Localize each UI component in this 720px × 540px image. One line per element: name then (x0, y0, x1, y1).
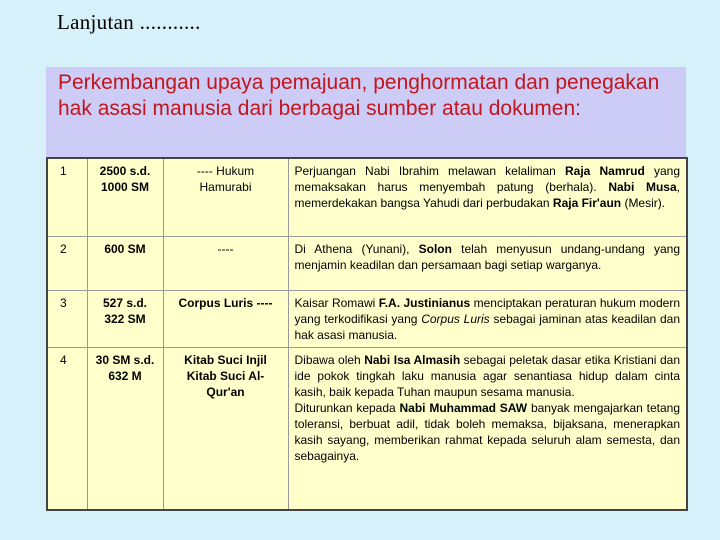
row-period: 600 SM (87, 236, 163, 290)
slide-title: Perkembangan upaya pemajuan, penghormatan dan penegakan hak asasi manusia dari berbagai sumber atau dokumen: (58, 71, 660, 120)
table-row (47, 236, 687, 290)
hak-asasi-table (46, 157, 688, 511)
row-number: 2 (47, 236, 87, 290)
description-text: (Mesir). (621, 196, 666, 210)
description-text: Diturunkan kepada (294, 400, 400, 415)
table-row (47, 290, 687, 347)
emphasis-text: Raja Fir'aun (552, 196, 622, 210)
emphasis-text: F.A. Justinianus (378, 295, 471, 310)
row-period: 527 s.d. 322 SM (87, 290, 163, 347)
table-row (47, 347, 687, 510)
row-period: 30 SM s.d. 632 M (87, 347, 163, 510)
emphasis-text: Nabi Musa (608, 180, 677, 194)
row-source: ---- (163, 236, 288, 290)
description-text: Dibawa oleh (294, 352, 365, 367)
row-period: 2500 s.d. 1000 SM (87, 158, 163, 236)
row-description (288, 290, 687, 347)
row-description (288, 347, 687, 510)
row-description (288, 236, 687, 290)
description-text: Corpus Luris (421, 311, 490, 326)
row-description (288, 158, 687, 236)
row-number: 1 (47, 158, 87, 236)
row-source: Corpus Luris ---- (163, 290, 288, 347)
emphasis-text: Solon (418, 241, 452, 256)
table-row (47, 158, 687, 236)
emphasis-text: Raja Namrud (565, 164, 645, 178)
description-text: Kaisar Romawi (294, 295, 379, 310)
row-source: Kitab Suci Injil Kitab Suci Al-Qur'an (163, 347, 288, 510)
row-source: ---- Hukum Hamurabi (163, 158, 288, 236)
description-text: menciptakan peraturan hukum modern yang terkodifikasi yang (294, 295, 680, 326)
description-text: sebagai peletak dasar etika Kristiani dan ide pokok tingkah laku manusia agar senantiasa hidup dalam cinta kasih, baik kepada Tuhan maupun sesama manusia. (294, 352, 680, 399)
description-text: sebagai jaminan atas keadilan dan hak asasi manusia. (294, 311, 680, 342)
row-number: 3 (47, 290, 87, 347)
page-heading: Lanjutan ........... (57, 10, 201, 34)
description-text: Perjuangan Nabi Ibrahim melawan kelaliman (294, 164, 565, 178)
description-text: Di Athena (Yunani), (294, 241, 419, 256)
description-text: yang memaksakan harus menyembah patung (berhala). (294, 164, 680, 194)
description-text: telah menyusun undang-undang yang menjamin keadilan dan persamaan bagi setiap warganya. (294, 241, 681, 272)
emphasis-text: Nabi Isa Almasih (364, 352, 461, 367)
emphasis-text: Nabi Muhammad SAW (399, 400, 528, 415)
description-text: , memerdekakan bangsa Yahudi dari perbudakan (294, 180, 680, 210)
row-number: 4 (47, 347, 87, 510)
description-text: banyak mengajarkan tetang toleransi, berbuat adil, tidak boleh memaksa, bijaksana, menerapkan kasih sayang, memberikan rahmat kepada seluruh alam semesta, dan sebagainya. (294, 400, 680, 463)
